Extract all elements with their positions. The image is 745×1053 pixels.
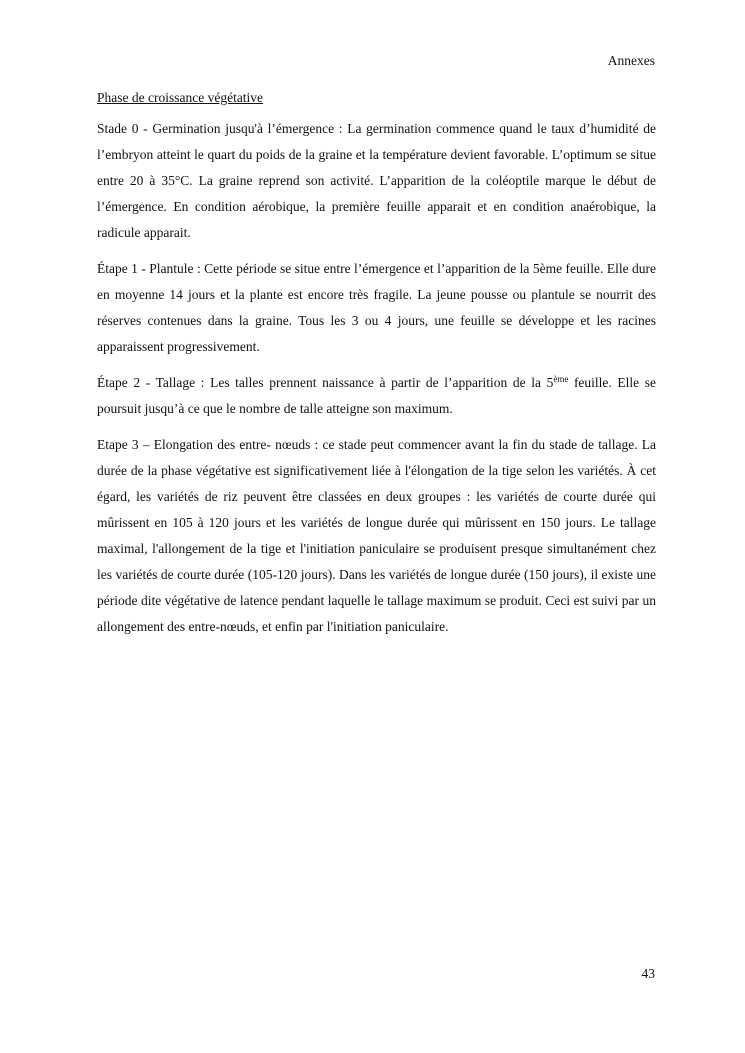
superscript-eme: ème [553, 374, 569, 384]
document-body [97, 88, 656, 650]
page-number: 43 [641, 966, 655, 981]
paragraph-etape-2-text-end: feuille. Elle se poursuit jusqu’à ce que le nombre de talle atteigne son maximum. [97, 375, 657, 416]
paragraph-etape-1: Étape 1 - Plantule : Cette période se situe entre l’émergence et l’apparition de la 5ème feuille. Elle dure en moyenne 14 jours et la plante est encore très fragile. La jeune pousse ou plantule se nourrit des réserves contenues dans la graine. Tous les 3 ou 4 jours, une feuille se développe et les racines apparaissent progressivement. [97, 261, 656, 354]
paragraph-etape-3: Etape 3 – Elongation des entre- nœuds : ce stade peut commencer avant la fin du stade de tallage. La durée de la phase végétative est significativement liée à l'élongation de la tige selon les variétés. À cet égard, les variétés de riz peuvent être classées en deux groupes : les variétés de courte durée qui mûrissent en 105 à 120 jours et les variétés de longue durée qui mûrissent en 150 jours. Le tallage maximal, l'allongement de la tige et l'initiation paniculaire se produisent presque simultanément chez les variétés de courte durée (105-120 jours). Dans les variétés de longue durée (150 jours), il existe une période dite végétative de latence pendant laquelle le tallage maximum se produit. Ceci est suivi par un allongement des entre-nœuds, et enfin par l'initiation paniculaire. [97, 437, 656, 634]
section-title: Phase de croissance végétative [97, 90, 264, 105]
paragraph-etape-2 [97, 370, 656, 422]
paragraph-etape-2-text-start: Étape 2 - Tallage : Les talles prennent naissance à partir de l’apparition de la 5 [97, 375, 554, 390]
running-header: Annexes [607, 53, 655, 68]
paragraph-stade-0: Stade 0 - Germination jusqu'à l’émergence : La germination commence quand le taux d’humidité de l’embryon atteint le quart du poids de la graine et la température devient favorable. L’optimum se situe entre 20 à 35°C. La graine reprend son activité. L’apparition de la coléoptile marque le début de l’émergence. En condition aérobique, la première feuille apparait et en condition anaérobique, la radicule apparait. [97, 121, 656, 240]
